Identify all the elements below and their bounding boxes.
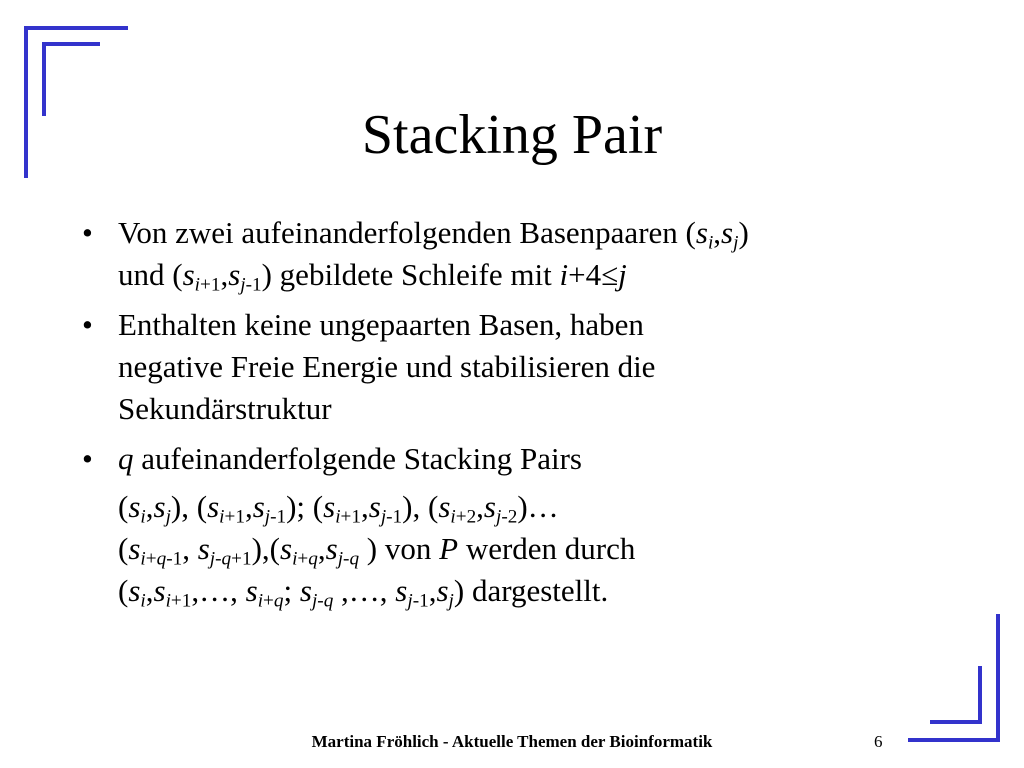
slide-content [76, 212, 956, 612]
formula-line: $(s_i,s_j)$, $(s_{i+1},s_{j-1})$; $(s_{i+1},s_{j-1})$, $(s_{i+2},s_{j-2})\dots$ [118, 489, 559, 528]
bullet-dot-icon: • [82, 441, 93, 476]
bullet-dot-icon: • [82, 215, 93, 250]
bullet-item-base-pairs [76, 212, 956, 296]
bullet-line: q aufeinanderfolgende Stacking Pairs [118, 441, 582, 476]
bullet-dot-icon: • [82, 307, 93, 342]
bullet-line: Enthalten keine ungepaarten Basen, haben [118, 307, 644, 342]
corner-bracket-bottom-right-inner-horizontal [930, 720, 982, 724]
slide-title: Stacking Pair [361, 104, 663, 166]
corner-bracket-top-left-inner-horizontal [42, 42, 100, 46]
bullet-line: Sekundärstruktur [118, 391, 332, 426]
corner-bracket-bottom-right-inner-vertical [978, 666, 982, 722]
bullet-line: negative Freie Energie und stabilisieren die [118, 349, 656, 384]
bullet-line: und $(s_{i+1},s_{j-1})$ gebildete Schleife mit i+4≤j [118, 257, 627, 296]
page-number: 6 [874, 732, 883, 751]
bullet-item-stacking-pairs [76, 438, 956, 480]
bullet-line: Von zwei aufeinanderfolgenden Basenpaaren $(s_i,s_j)$ [118, 215, 749, 254]
corner-bracket-bottom-right-vertical [996, 614, 1000, 742]
footer-author: Martina Fröhlich - Aktuelle Themen der Bioinformatik [311, 732, 713, 751]
corner-bracket-bottom-right-horizontal [908, 738, 1000, 742]
corner-bracket-top-left-horizontal [24, 26, 128, 30]
formula-line: ($s_i,s_{i+1},\dots$, $s_{i+q}$; $s_{j-q}$ ,…, $s_{j-1},s_j$) dargestellt. [118, 573, 609, 612]
formula-line: ($s_{i+q-1}$, $s_{j-q+1}),(s_{i+q},s_{j-q}$ ) von P werden durch [118, 531, 636, 570]
bullet-item-properties [76, 304, 956, 430]
